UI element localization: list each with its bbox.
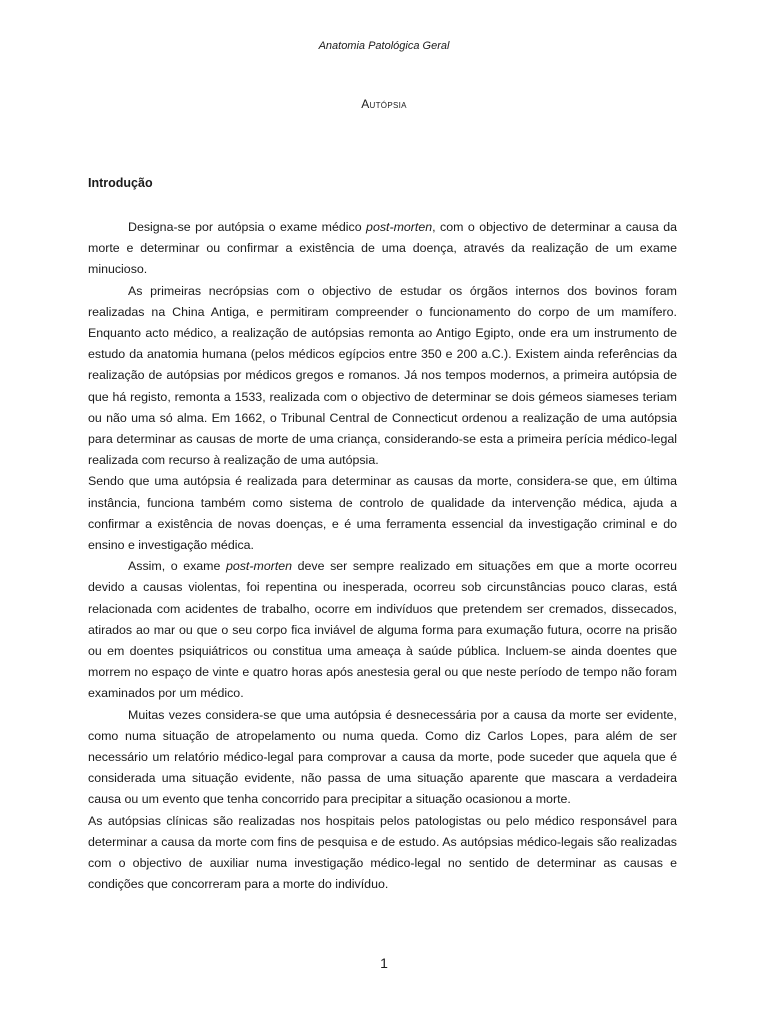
document-title: Autópsia [361,97,407,111]
running-header: Anatomia Patológica Geral [318,40,450,52]
paragraph [88,556,677,704]
text-run: , com o objectivo de determinar a causa da morte e determinar ou confirmar a existência de uma doença, através da realização de um exame minucioso. [88,220,678,277]
paragraph [88,281,677,472]
text-run: Designa-se por autópsia o exame médico [128,220,367,234]
text-run: Assim, o exame [128,559,226,574]
page-number: 1 [380,955,388,971]
text-run: Sendo que uma autópsia é realizada para determinar as causas da morte, considera-se que, em última instância, funciona também como sistema de controlo de qualidade da intervenção médica, ajuda a confirmar a existência de novas doenças, e é uma ferramenta essencial da investigação criminal e do ensino e investigação médica. [88,474,677,553]
section-heading: Introdução [88,176,153,190]
paragraph [88,471,677,556]
paragraph [88,217,677,281]
text-run: As primeiras necrópsias com o objectivo de estudar os órgãos internos dos bovinos foram realizadas na China Antiga, e permitiram compreender o funcionamento do corpo de um mamífero. Enquanto acto médico, a realização de autópsias remonta ao Antigo Egipto, onde era um instrumento de estudo da anatomia humana (pelos médicos egípcios entre 350 e 200 a.C.). Existem ainda referências da realização de autópsias por médicos gregos e romanos. Já nos tempos modernos, a primeira autópsia de que há registo, remonta a 1533, realizada com o objectivo de determinar se dois gémeos siameses teriam ou não uma só alma. Em 1662, o Tribunal Central de Connecticut ordenou a realização de uma autópsia para determinar as causas de morte de uma criança, considerando-se esta a primeira perícia médico-legal realizada com recurso à realização de uma autópsia. [88,283,677,468]
text-run: As autópsias clínicas são realizadas nos hospitais pelos patologistas ou pelo médico responsável para determinar a causa da morte com fins de pesquisa e de estudo. As autópsias médico-legais são realizadas com o objectivo de auxiliar numa investigação médico-legal no sentido de determinar as causas e condições que concorreram para a morte do indivíduo. [88,813,677,892]
text-run: Muitas vezes considera-se que uma autópsia é desnecessária por a causa da morte ser evidente, como numa situação de atropelamento ou numa queda. Como diz Carlos Lopes, para além de ser necessário um relatório médico-legal para comprovar a causa da morte, pode suceder que aquela que é considerada uma situação evidente, não passa de uma situação aparente que mascara a verdadeira causa ou um evento que tenha concorrido para precipitar a situação ocasionou a morte. [88,707,677,807]
italic-term: post-morten [366,220,433,234]
body-text [88,217,677,896]
text-run: deve ser sempre realizado em situações em que a morte ocorreu devido a causas violentas, foi repentina ou inesperada, ocorreu sob circunstâncias pouco claras, está relacionada com acidentes de trabalho, ocorre em indivíduos que pretendem ser cremados, dissecados, atirados ao mar ou que o seu corpo fica inviável de alguma forma para exumação futura, ocorre na prisão ou em doentes psiquiátricos ou constitua uma ameaça à saúde pública. Incluem-se ainda doentes que morrem no espaço de vinte e quatro horas após anestesia geral ou que neste período de tempo não foram examinados por um médico. [88,559,677,701]
paragraph [88,811,677,896]
paragraph [88,705,677,811]
italic-term: post-morten [225,559,293,574]
